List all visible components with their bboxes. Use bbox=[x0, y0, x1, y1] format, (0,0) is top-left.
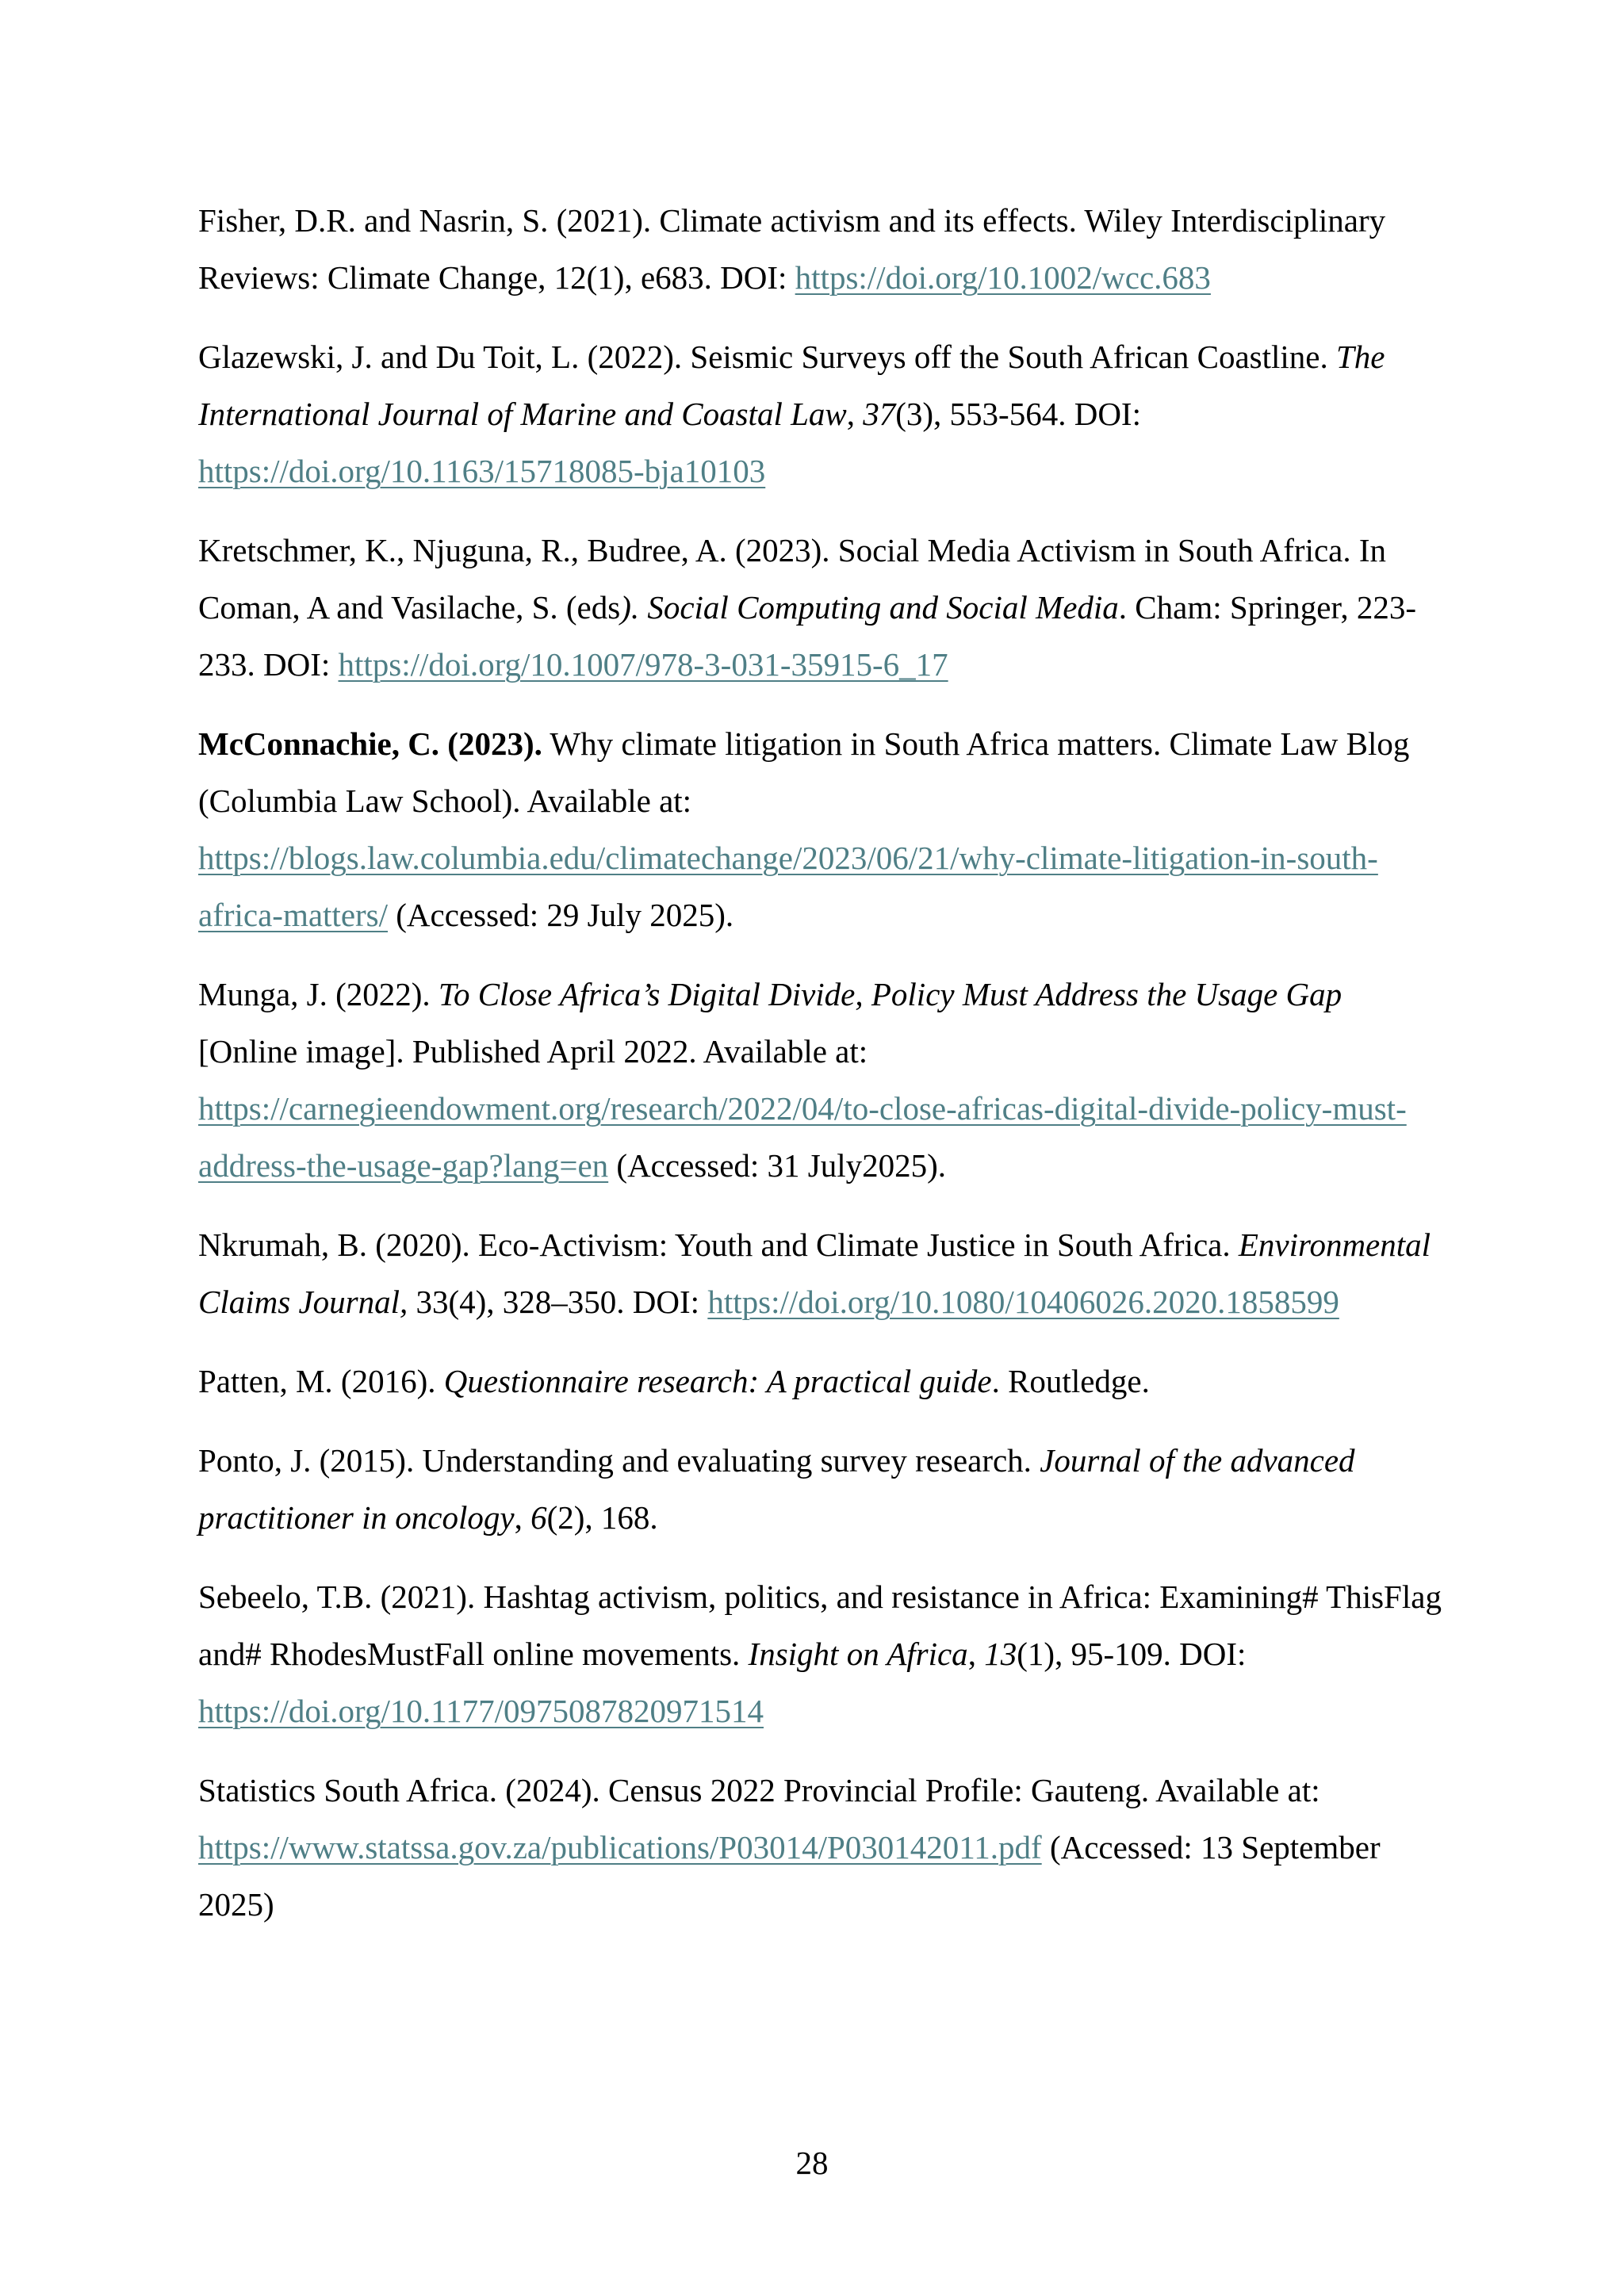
reference-italic-text: 13 bbox=[984, 1636, 1017, 1672]
doi-link[interactable]: https://www.statssa.gov.za/publications/P03014/P030142011.pdf bbox=[198, 1829, 1042, 1866]
reference-text: Nkrumah, B. (2020). Eco-Activism: Youth and Climate Justice in South Africa. bbox=[198, 1226, 1239, 1263]
reference-text: (3), 553-564. DOI: bbox=[895, 396, 1141, 432]
reference-text: Kretschmer, K., Njuguna, R., Budree, A. (2023). Social Media Activism in South Africa. In Coman, A and Vasilache, S. (eds bbox=[198, 532, 1387, 626]
doi-link[interactable]: https://doi.org/10.1163/15718085-bja10103 bbox=[198, 453, 766, 489]
reference-text: (Accessed: 29 July 2025). bbox=[388, 897, 734, 933]
reference-entry bbox=[198, 1353, 1443, 1410]
reference-italic-text: To Close Africa’s Digital Divide, Policy Must Address the Usage Gap bbox=[438, 976, 1342, 1012]
reference-entry bbox=[198, 192, 1443, 306]
reference-text: . Cham: Springer, 223-233. DOI: bbox=[198, 589, 1417, 683]
reference-text: . Routledge. bbox=[991, 1363, 1150, 1399]
reference-text: Fisher, D.R. and Nasrin, S. (2021). Climate activism and its effects. Wiley Interdisciplinary Reviews: Climate Change, 12(1), e683. DOI: bbox=[198, 202, 1386, 296]
reference-italic-text: Journal of the advanced practitioner in oncology bbox=[198, 1442, 1355, 1536]
reference-entry bbox=[198, 328, 1443, 499]
reference-italic-text: Insight on Africa bbox=[748, 1636, 968, 1672]
reference-text: Statistics South Africa. (2024). Census 2022 Provincial Profile: Gauteng. Available at: bbox=[198, 1772, 1320, 1808]
reference-entry bbox=[198, 522, 1443, 693]
reference-text: Patten, M. (2016). bbox=[198, 1363, 444, 1399]
reference-text: , bbox=[967, 1636, 985, 1672]
page-number: 28 bbox=[795, 2145, 829, 2181]
reference-text: [Online image]. Published April 2022. Available at: bbox=[198, 1033, 868, 1070]
reference-entry bbox=[198, 715, 1443, 943]
doi-link[interactable]: https://doi.org/10.1007/978-3-031-35915-6_17 bbox=[338, 646, 948, 683]
reference-italic-text: 37 bbox=[863, 396, 896, 432]
reference-text: Ponto, J. (2015). Understanding and evaluating survey research. bbox=[198, 1442, 1040, 1479]
reference-entry bbox=[198, 966, 1443, 1194]
doi-link[interactable]: https://doi.org/10.1080/10406026.2020.1858599 bbox=[707, 1284, 1339, 1320]
reference-italic-text: Environmental Claims Journal, bbox=[198, 1226, 1431, 1320]
reference-text: (1), 95-109. DOI: bbox=[1017, 1636, 1247, 1672]
doi-link[interactable]: https://doi.org/10.1002/wcc.683 bbox=[795, 259, 1211, 296]
reference-text: Why climate litigation in South Africa matters. Climate Law Blog (Columbia Law School). Available at: bbox=[198, 725, 1410, 819]
reference-italic-text: The International Journal of Marine and Coastal Law bbox=[198, 339, 1385, 432]
reference-text: Munga, J. (2022). bbox=[198, 976, 439, 1012]
reference-text: 33(4), 328–350. DOI: bbox=[408, 1284, 708, 1320]
reference-author-bold: McConnachie, C. (2023). bbox=[198, 725, 542, 762]
reference-text: , bbox=[846, 396, 864, 432]
doi-link[interactable]: https://carnegieendowment.org/research/2022/04/to-close-africas-digital-divide-policy-must-address-the-usage-gap?lang=en bbox=[198, 1090, 1407, 1184]
reference-entry bbox=[198, 1568, 1443, 1739]
reference-entry bbox=[198, 1432, 1443, 1546]
reference-entry bbox=[198, 1216, 1443, 1330]
doi-link[interactable]: https://doi.org/10.1177/0975087820971514 bbox=[198, 1693, 764, 1729]
reference-text: (Accessed: 31 July2025). bbox=[608, 1147, 947, 1184]
reference-text: Sebeelo, T.B. (2021). Hashtag activism, politics, and resistance in Africa: Examining# ThisFlag and# RhodesMustFall online movements. bbox=[198, 1578, 1442, 1672]
reference-list bbox=[198, 192, 1443, 1955]
reference-italic-text: ). Social Computing and Social Media bbox=[620, 589, 1119, 626]
reference-italic-text: 6 bbox=[530, 1499, 547, 1536]
reference-entry bbox=[198, 1762, 1443, 1933]
doi-link[interactable]: https://blogs.law.columbia.edu/climatechange/2023/06/21/why-climate-litigation-in-south-africa-matters/ bbox=[198, 840, 1378, 933]
reference-text: (Accessed: 13 September 2025) bbox=[198, 1829, 1381, 1923]
reference-text: (2), 168. bbox=[546, 1499, 658, 1536]
reference-text: Glazewski, J. and Du Toit, L. (2022). Seismic Surveys off the South African Coastline. bbox=[198, 339, 1336, 375]
reference-text: , bbox=[514, 1499, 531, 1536]
reference-italic-text: Questionnaire research: A practical guide bbox=[443, 1363, 992, 1399]
